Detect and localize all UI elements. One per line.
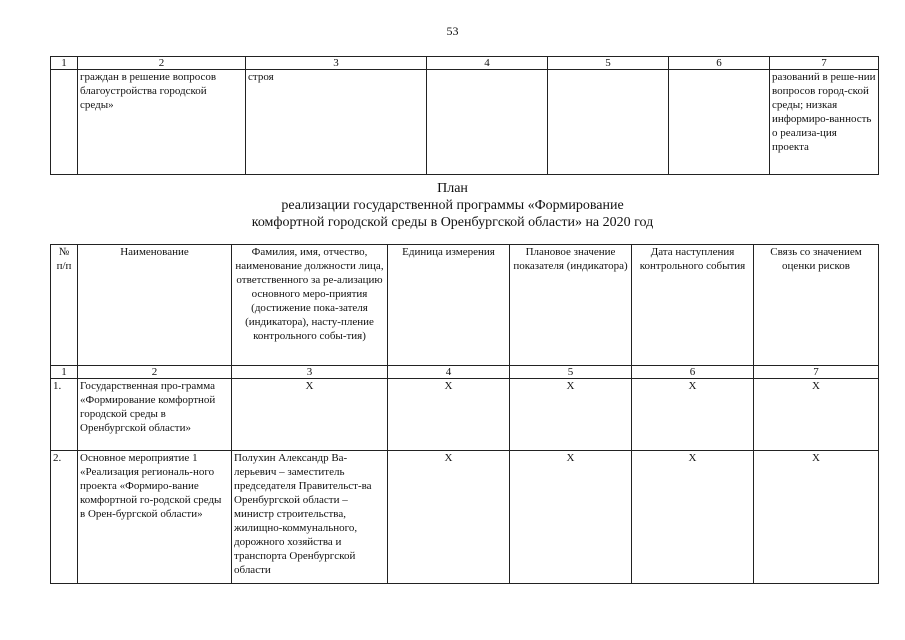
col-number: 6 [669, 57, 770, 70]
cell-name: Государственная про-грамма «Формирование комфортной городской среды в Оренбургской области» [78, 379, 232, 451]
table-row [51, 379, 879, 451]
cell-planned: Х [510, 451, 632, 584]
col-number: 7 [770, 57, 879, 70]
cell-name: Основное мероприятие 1 «Реализация региональ-ного проекта «Формиро-вание комфортной го-родской среды в Орен-бургской области» [78, 451, 232, 584]
cell-responsible: Х [232, 379, 388, 451]
cell-number [51, 70, 78, 175]
plan-title [0, 180, 905, 231]
header-planned: Плановое значение показателя (индикатора) [510, 245, 632, 366]
col-number: 3 [232, 366, 388, 379]
cell-unit [427, 70, 548, 175]
header-unit: Единица измерения [388, 245, 510, 366]
header-responsible: Фамилия, имя, отчество, наименование должности лица, ответственного за ре-ализацию основного меро-приятия (достижение пока-зателя (индикатора), насту-пление контрольного собы-тия) [232, 245, 388, 366]
col-number: 4 [427, 57, 548, 70]
table-row [51, 451, 879, 584]
cell-unit: Х [388, 451, 510, 584]
cell-date: Х [632, 379, 754, 451]
cell-risk: Х [754, 451, 879, 584]
header-number: № п/п [51, 245, 78, 366]
plan-title-line: План [437, 181, 468, 196]
col-number: 1 [51, 366, 78, 379]
col-number: 7 [754, 366, 879, 379]
cell-unit: Х [388, 379, 510, 451]
col-number: 2 [78, 57, 246, 70]
cell-planned [548, 70, 669, 175]
plan-column-numbers [51, 366, 879, 379]
col-number: 2 [78, 366, 232, 379]
continuation-table [50, 56, 879, 175]
cell-number: 2. [51, 451, 78, 584]
col-number: 4 [388, 366, 510, 379]
cell-number: 1. [51, 379, 78, 451]
table-row [51, 70, 879, 175]
plan-title-line: комфортной городской среды в Оренбургской области» на 2020 год [251, 215, 654, 230]
cell-responsible: Полухин Александр Ва-лерьевич – заместитель председателя Правительст-ва Оренбургской области – министр строительства, жилищно-коммунального, дорожного хозяйства и транспорта Оренбургской области [232, 451, 388, 584]
plan-table [50, 244, 879, 584]
header-risk: Связь со значением оценки рисков [754, 245, 879, 366]
cell-responsible: строя [246, 70, 427, 175]
col-number: 3 [246, 57, 427, 70]
plan-title-line: реализации государственной программы «Формирование [281, 198, 624, 213]
cell-date: Х [632, 451, 754, 584]
col-number: 1 [51, 57, 78, 70]
cell-risk: разований в реше-нии вопросов город-ской среды; низкая информиро-ванность о реализа-ция проекта [770, 70, 879, 175]
plan-header-row [51, 245, 879, 366]
cell-risk: Х [754, 379, 879, 451]
header-name: Наименование [78, 245, 232, 366]
col-number: 6 [632, 366, 754, 379]
header-date: Дата наступления контрольного события [632, 245, 754, 366]
cell-date [669, 70, 770, 175]
col-number: 5 [510, 366, 632, 379]
page-number: 53 [446, 24, 459, 38]
continuation-column-numbers [51, 57, 879, 70]
col-number: 5 [548, 57, 669, 70]
cell-name: граждан в решение вопросов благоустройства городской среды» [78, 70, 246, 175]
cell-planned: Х [510, 379, 632, 451]
